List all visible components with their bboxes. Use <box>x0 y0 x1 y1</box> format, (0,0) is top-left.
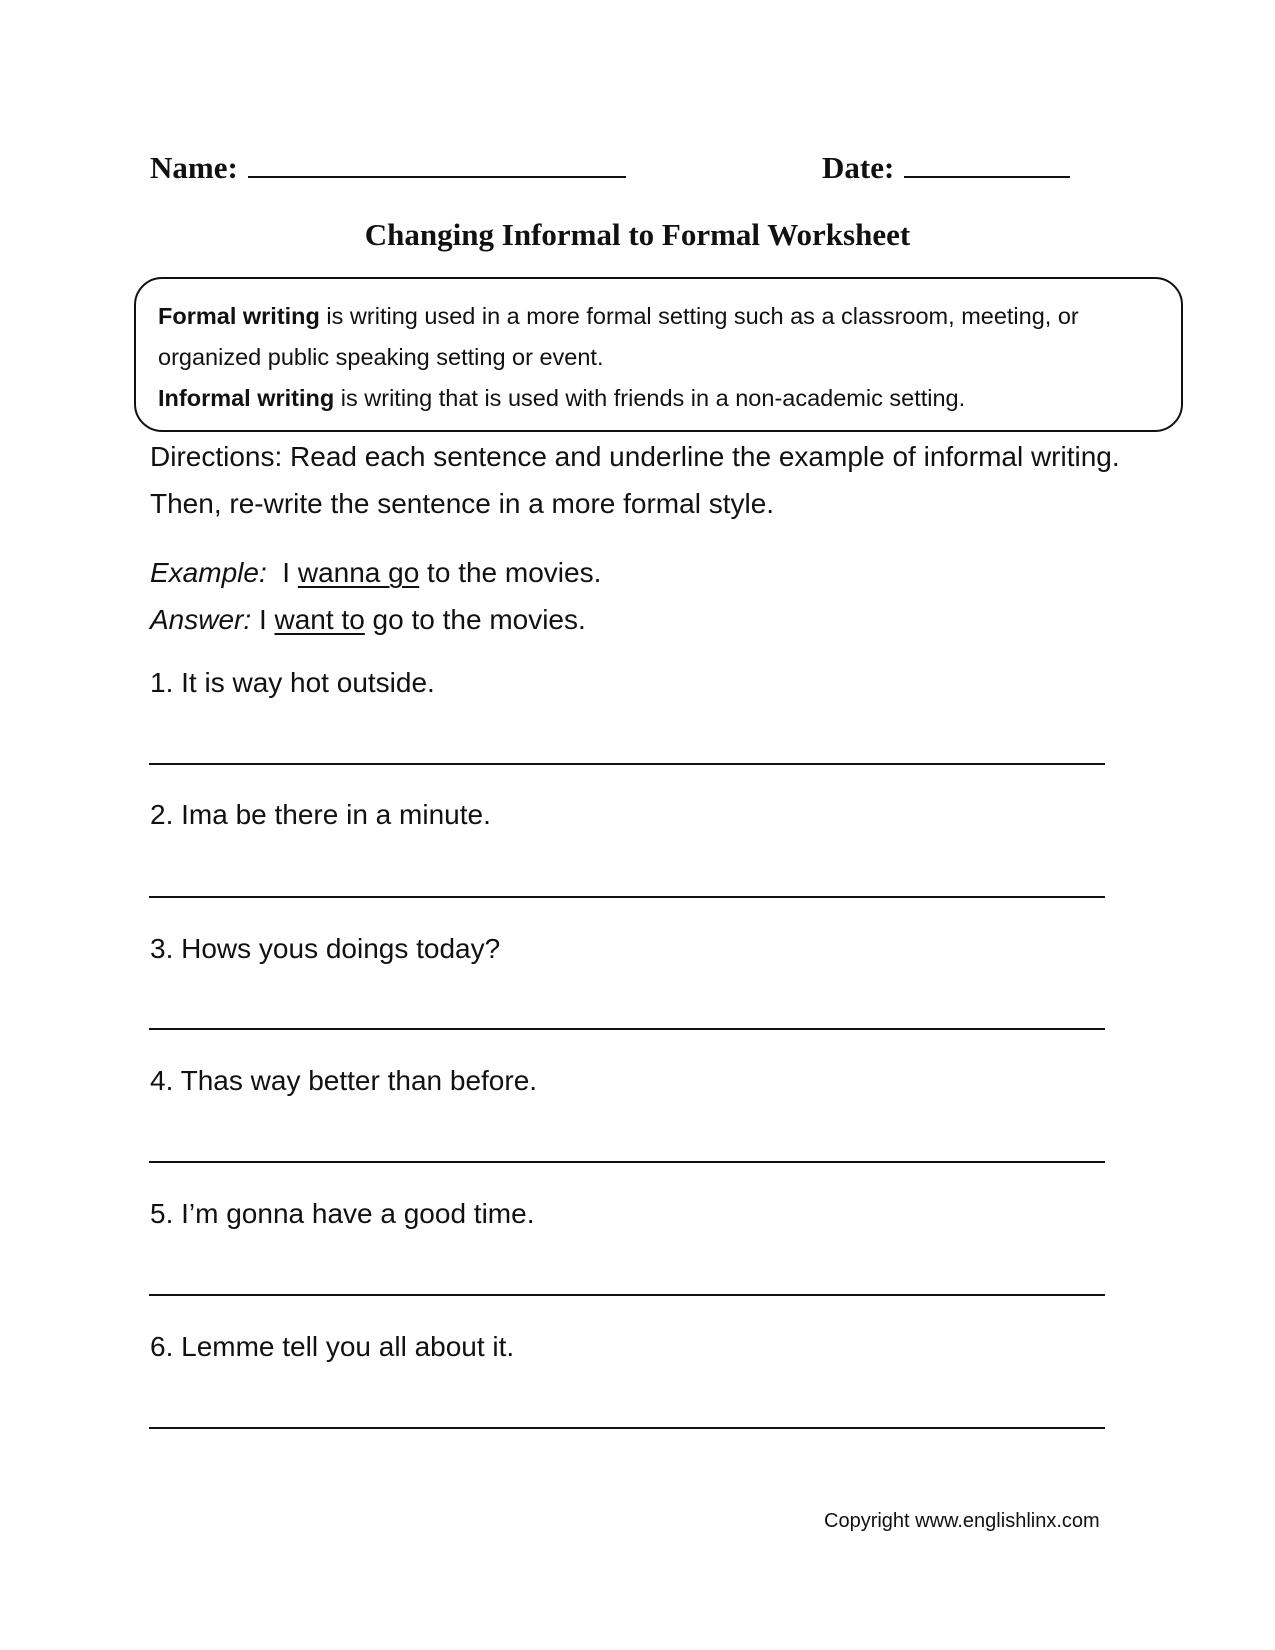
directions: Directions: Read each sentence and underline the example of informal writing. Then, re-write the sentence in a more formal style. <box>150 441 1120 519</box>
answer-after: go to the movies. <box>364 604 586 635</box>
informal-text: is writing that is used with friends in a non-academic setting. <box>334 385 966 411</box>
name-label: Name: <box>150 150 238 185</box>
question-3: 3. Hows yous doings today? <box>150 933 501 964</box>
question-6: 6. Lemme tell you all about it. <box>150 1331 515 1362</box>
answer-line-5[interactable] <box>149 1294 1105 1296</box>
answer-before: I <box>258 604 275 635</box>
answer-line-3[interactable] <box>149 1028 1105 1030</box>
question-4: 4. Thas way better than before. <box>150 1065 538 1096</box>
example-after: to the movies. <box>419 557 602 588</box>
formal-text: is writing used in a more formal setting such as a classroom, meeting, or organized public speaking setting or event. <box>158 303 1079 370</box>
question-2: 2. Ima be there in a minute. <box>150 799 491 830</box>
date-field <box>822 150 1070 186</box>
example-underlined: wanna go <box>297 557 420 588</box>
worksheet-title: Changing Informal to Formal Worksheet <box>364 217 911 252</box>
answer-label: Answer: <box>150 604 252 635</box>
answer-example-line <box>150 600 586 640</box>
date-label: Date: <box>822 150 895 185</box>
name-field <box>150 150 626 186</box>
question-5: 5. I’m gonna have a good time. <box>150 1198 535 1229</box>
answer-line-6[interactable] <box>149 1427 1105 1429</box>
example-line <box>150 553 601 593</box>
example-before: I <box>282 557 298 588</box>
answer-line-1[interactable] <box>149 763 1105 765</box>
formal-definition <box>158 296 1161 378</box>
informal-term: Informal writing <box>158 385 335 411</box>
answer-line-2[interactable] <box>149 896 1105 898</box>
answer-line-4[interactable] <box>149 1161 1105 1163</box>
example-label: Example: <box>150 557 267 588</box>
informal-definition <box>158 378 1161 419</box>
copyright-notice: Copyright www.englishlinx.com <box>824 1510 1100 1532</box>
formal-term: Formal writing <box>158 303 320 329</box>
question-1: 1. It is way hot outside. <box>150 667 435 698</box>
date-blank[interactable] <box>904 150 1070 178</box>
name-blank[interactable] <box>248 150 626 178</box>
definitions-box <box>134 277 1183 432</box>
answer-underlined: want to <box>274 604 365 635</box>
